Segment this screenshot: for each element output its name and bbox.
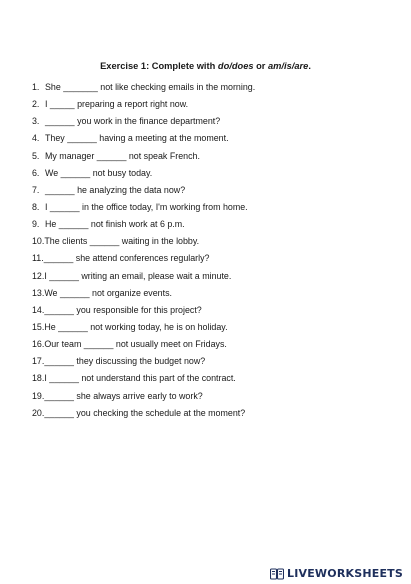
exercise-item — [32, 151, 392, 168]
item-number: 20. — [32, 407, 45, 418]
exercise-item — [32, 185, 392, 202]
exercise-item — [32, 82, 392, 99]
title-period: . — [308, 61, 311, 71]
item-sentence: Our team ______ not usually meet on Fridays. — [44, 339, 227, 350]
item-number: 16. — [32, 339, 45, 350]
exercise-item — [32, 133, 392, 150]
brand-name: LIVEWORKSHEETS — [287, 567, 403, 580]
item-number: 15. — [32, 321, 45, 332]
item-sentence: ______ you checking the schedule at the moment? — [44, 407, 246, 418]
item-number: 10. — [32, 236, 45, 247]
item-number: 13. — [32, 287, 45, 298]
exercise-item — [32, 288, 392, 305]
item-sentence: ______ you work in the finance department? — [45, 116, 221, 127]
exercise-item — [32, 271, 392, 288]
item-number: 12. — [32, 270, 45, 281]
item-sentence: He ______ not finish work at 6 p.m. — [45, 219, 185, 230]
exercise-item — [32, 373, 392, 390]
exercise-item — [32, 356, 392, 373]
item-sentence: I _____ preparing a report right now. — [45, 99, 189, 110]
item-number: 11. — [32, 253, 44, 264]
item-sentence: We ______ not busy today. — [45, 167, 153, 178]
item-sentence: I ______ not understand this part of the contract. — [44, 373, 236, 384]
item-number: 4. — [32, 133, 40, 144]
title-or: or — [253, 61, 268, 71]
item-number: 9. — [32, 219, 40, 230]
exercise-item — [32, 168, 392, 185]
exercise-item — [32, 219, 392, 236]
item-number: 18. — [32, 373, 45, 384]
item-number: 14. — [32, 304, 45, 315]
item-number: 7. — [32, 184, 40, 195]
exercise-list — [32, 82, 392, 425]
title-am-is-are: am/is/are — [268, 61, 309, 71]
liveworksheets-logo-icon — [270, 568, 284, 580]
item-number: 8. — [32, 201, 40, 212]
item-sentence: My manager ______ not speak French. — [45, 150, 200, 161]
item-sentence: He ______ not working today, he is on holiday. — [44, 321, 228, 332]
item-sentence: I ______ writing an email, please wait a minute. — [44, 270, 232, 281]
item-sentence: They ______ having a meeting at the moment. — [45, 133, 229, 144]
exercise-item — [32, 305, 392, 322]
exercise-item — [32, 202, 392, 219]
item-sentence: We ______ not organize events. — [44, 287, 172, 298]
item-number: 3. — [32, 116, 40, 127]
item-sentence: ______ she attend conferences regularly? — [43, 253, 210, 264]
exercise-item — [32, 99, 392, 116]
exercise-item — [32, 408, 392, 425]
exercise-item — [32, 322, 392, 339]
item-sentence: I ______ in the office today, I'm working from home. — [45, 201, 248, 212]
item-number: 19. — [32, 390, 45, 401]
item-number: 5. — [32, 150, 40, 161]
item-number: 2. — [32, 99, 40, 110]
title-prefix: Exercise 1: Complete with — [100, 61, 218, 71]
item-sentence: ______ they discussing the budget now? — [44, 356, 206, 367]
item-sentence: ______ you responsible for this project? — [44, 304, 202, 315]
item-sentence: The clients ______ waiting in the lobby. — [44, 236, 200, 247]
exercise-item — [32, 116, 392, 133]
exercise-item — [32, 391, 392, 408]
title-do-does: do/does — [217, 61, 254, 71]
item-sentence: ______ she always arrive early to work? — [44, 390, 203, 401]
item-number: 1. — [32, 82, 40, 92]
item-number: 6. — [32, 167, 40, 178]
item-number: 17. — [32, 356, 45, 367]
item-sentence: ______ he analyzing the data now? — [45, 184, 186, 195]
exercise-item — [32, 253, 392, 270]
footer-branding — [270, 567, 403, 580]
exercise-item — [32, 339, 392, 356]
item-sentence: She _______ not like checking emails in the morning. — [45, 82, 256, 92]
exercise-title — [0, 61, 411, 71]
exercise-item — [32, 236, 392, 253]
